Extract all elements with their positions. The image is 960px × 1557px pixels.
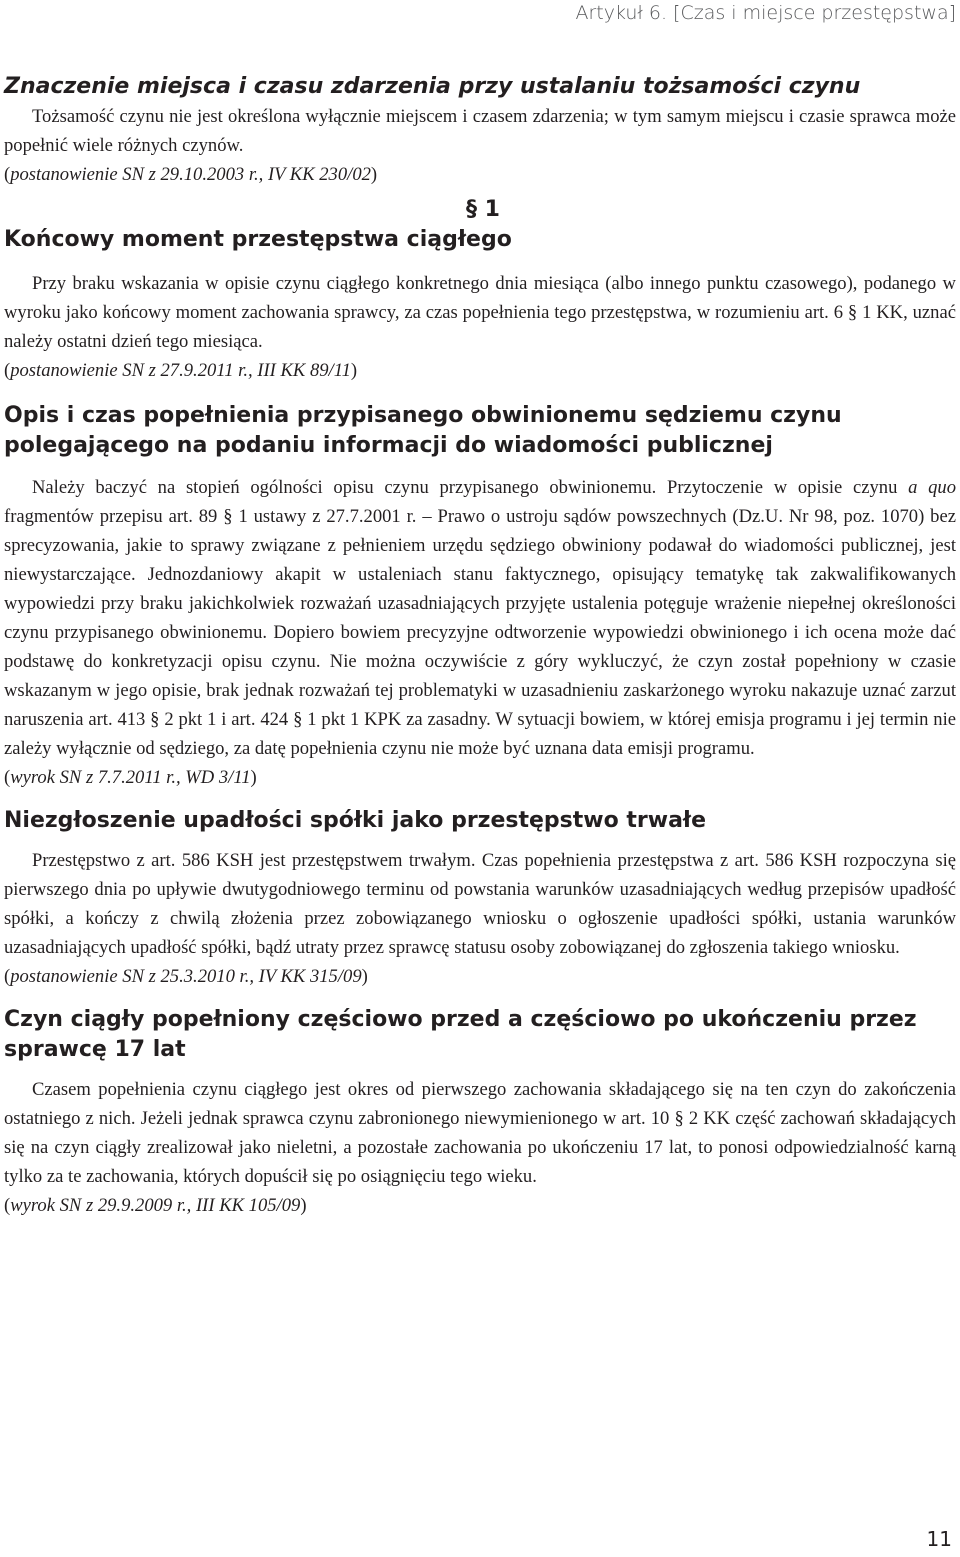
citation-tozsamosc: (postanowienie SN z 29.10.2003 r., IV KK 230/02) [4, 164, 378, 185]
citation-czyn-ciagly-17-lat: (wyrok SN z 29.9.2009 r., III KK 105/09) [4, 1195, 307, 1216]
paragraph-mark: § 1 [466, 197, 500, 222]
section-body-czyn-ciagly-17-lat: Czasem popełnienia czynu ciągłego jest okres od pierwszego zachowania składającego się na ten czyn do zakończenia ostatniego z nich. Jeżeli jednak sprawca czynu zabronionego niewymienionego w art. 10 § 2 KK część zachowań składających się na czyn ciągły zrealizował jako nieletni, a pozostałe zachowania po ukończeniu 17 lat, to ponosi odpowiedzialność karną tylko za te zachowania, których dopuścił się po osiągnięciu tego wieku. [4, 1079, 956, 1187]
citation-koncowy-moment: (postanowienie SN z 27.9.2011 r., III KK 89/11) [4, 360, 358, 381]
citation-opis-i-czas: (wyrok SN z 7.7.2011 r., WD 3/11) [4, 767, 257, 788]
section-heading-niezgloszenie-upadlosci: Niezgłoszenie upadłości spółki jako przestępstwo trwałe [4, 808, 707, 833]
page-number: 11 [926, 1527, 952, 1551]
running-head: Artykuł 6. [Czas i miejsce przestępstwa] [575, 2, 956, 24]
citation-niezgloszenie-upadlosci: (postanowienie SN z 25.3.2010 r., IV KK 315/09) [4, 966, 368, 987]
section-body-niezgloszenie-upadlosci: Przestępstwo z art. 586 KSH jest przestępstwem trwałym. Czas popełnienia przestępstwa z art. 586 KSH rozpoczyna się pierwszego dnia po upływie dwutygodniowego terminu od powstania warunków uzasadniających według przepisów upadłość spółki, a kończy z chwilą złożenia przez zobowiązanego wniosku o ogłoszenie upadłości spółki, ustania warunków uzasadniających upadłość spółki, bądź utraty przez sprawcę statusu osoby zobowiązanej do zgłoszenia takiego wniosku. [4, 850, 956, 958]
section-body-opis-i-czas: Należy baczyć na stopień ogólności opisu czynu przypisanego obwinionemu. Przytoczenie w opisie czynu a quo fragmentów przepisu art. 89 § 1 ustawy z 27.7.2001 r. – Prawo o ustroju sądów powszechnych (Dz.U. Nr 98, poz. 1070) bez sprecyzowania, jakie to sprawy związane z pełnieniem urzędu sędziego obwiniony podawał do wiadomości publicznej, jest niewystarczające. Jednozdaniowy akapit w ustaleniach stanu faktycznego, opisujący tematykę tak zakwalifikowanych wypowiedzi przy braku jakichkolwiek rozważań uzasadniających przyjęte ustalenia potęguje wrażenie niepełnej określoności czynu przypisanego obwinionemu. Dopiero bowiem precyzyjne odtworzenie wypowiedzi obwinionego i ich ocena może dać podstawę do konkretyzacji opisu czynu. Nie można oczywiście z góry wykluczyć, że czyn został popełniony w czasie wskazanym w jego opisie, brak jednak rozważań tej problematyki w uzasadnieniu zaskarżonego wyroku nakazuje uznać zarzut naruszenia art. 413 § 2 pkt 1 i art. 424 § 1 pkt 1 KPK za zasadny. W sytuacji bowiem, w której emisja programu i jej termin nie zależy wyłącznie od sędziego, za datę popełnienia czynu nie może być uznana data emisji programu. [4, 477, 956, 759]
section-heading-czyn-ciagly-17-lat: Czyn ciągły popełniony częściowo przed a częściowo po ukończeniu przez sprawcę 17 lat [4, 1007, 917, 1062]
section-heading-opis-i-czas: Opis i czas popełnienia przypisanego obwinionemu sędziemu czynu polegającego na podaniu informacji do wiadomości publicznej [4, 403, 842, 458]
section-body-tozsamosc: Tożsamość czynu nie jest określona wyłącznie miejscem i czasem zdarzenia; w tym samym miejscu i czasie sprawca może popełnić wiele różnych czynów. [4, 106, 956, 156]
page-content [4, 72, 956, 1220]
section-body-koncowy-moment: Przy braku wskazania w opisie czynu ciągłego konkretnego dnia miesiąca (albo innego punktu czasowego), podanego w wyroku jako końcowy moment zachowania sprawcy, za czas popełnienia tego przestępstwa, w rozumieniu art. 6 § 1 KK, uznać należy ostatni dzień tego miesiąca. [4, 273, 956, 352]
section-heading-koncowy-moment: Końcowy moment przestępstwa ciągłego [4, 227, 512, 252]
section-heading-tozsamosc: Znaczenie miejsca i czasu zdarzenia przy ustalaniu tożsamości czynu [4, 74, 861, 99]
